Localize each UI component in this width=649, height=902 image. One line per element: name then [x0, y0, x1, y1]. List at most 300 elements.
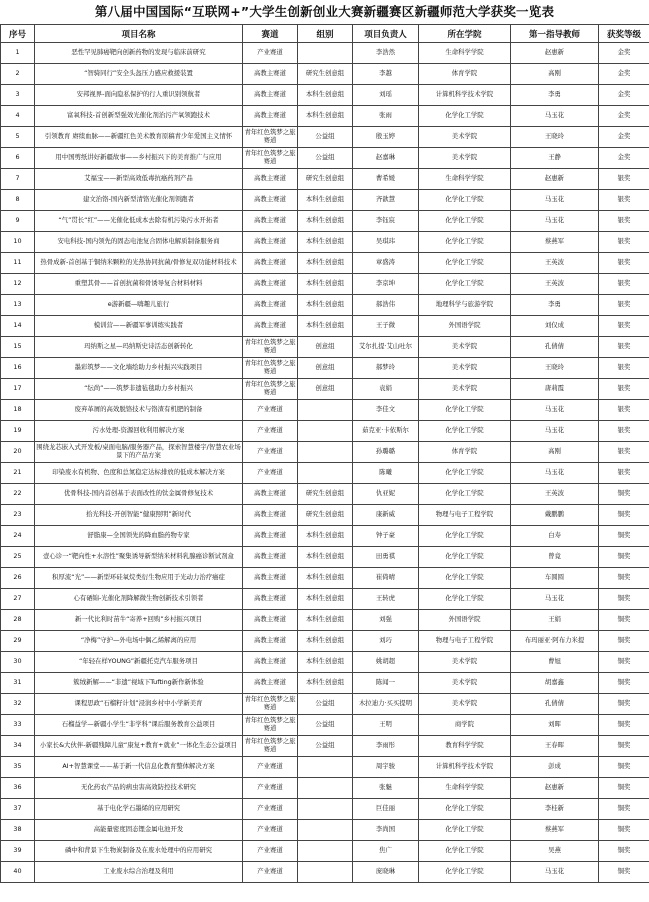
- table-row: [1, 190, 649, 211]
- college: 物理与电子工程学院: [419, 631, 511, 652]
- table-row: [1, 148, 649, 169]
- track: 高教主赛道: [243, 568, 298, 589]
- advisor: 马玉花: [511, 421, 599, 442]
- college: 化学化工学院: [419, 547, 511, 568]
- group: 研究生创意组: [298, 64, 353, 85]
- project-name: 基于电化学石墨烯的应用研究: [35, 799, 243, 820]
- group: 创意组: [298, 337, 353, 358]
- table-row: [1, 778, 649, 799]
- table-row: [1, 127, 649, 148]
- leader: 巨佳丽: [353, 799, 419, 820]
- leader: 李雨彤: [353, 736, 419, 757]
- college: 化学化工学院: [419, 568, 511, 589]
- leader: 李浩然: [353, 43, 419, 64]
- college: 计算机科学技术学院: [419, 757, 511, 778]
- project-name: 用中国剪纸讲好新疆故事——乡村振兴下的美育推广与应用: [35, 148, 243, 169]
- leader: 赵嘉琳: [353, 148, 419, 169]
- table-row: [1, 841, 649, 862]
- track: 高教主赛道: [243, 190, 298, 211]
- table-row: [1, 211, 649, 232]
- track: 产业赛道: [243, 421, 298, 442]
- track: 高教主赛道: [243, 484, 298, 505]
- table-row: [1, 442, 649, 463]
- leader: 仇亚妮: [353, 484, 419, 505]
- table-row: [1, 694, 649, 715]
- group: 研究生创意组: [298, 169, 353, 190]
- award-level: 银奖: [599, 421, 649, 442]
- leader: 李京坤: [353, 274, 419, 295]
- group: 本科生创意组: [298, 274, 353, 295]
- group: 本科生创意组: [298, 610, 353, 631]
- track: 产业赛道: [243, 799, 298, 820]
- group: 公益组: [298, 148, 353, 169]
- award-level: 铜奖: [599, 694, 649, 715]
- row-index: 12: [1, 274, 35, 295]
- leader: 王子微: [353, 316, 419, 337]
- award-level: 银奖: [599, 274, 649, 295]
- college: 体育学院: [419, 64, 511, 85]
- leader: 郝梦玲: [353, 358, 419, 379]
- table-row: [1, 43, 649, 64]
- college: 美术学院: [419, 337, 511, 358]
- award-level: 铜奖: [599, 862, 649, 883]
- group: [298, 799, 353, 820]
- award-level: 银奖: [599, 316, 649, 337]
- group: 本科生创意组: [298, 526, 353, 547]
- leader: 木拉迪力·买买提明: [353, 694, 419, 715]
- leader: 李尚国: [353, 820, 419, 841]
- group: 公益组: [298, 694, 353, 715]
- award-level: 金奖: [599, 85, 649, 106]
- college: 美术学院: [419, 652, 511, 673]
- row-index: 18: [1, 400, 35, 421]
- table-row: [1, 64, 649, 85]
- group: 本科生创意组: [298, 232, 353, 253]
- table-row: [1, 295, 649, 316]
- group: 创意组: [298, 379, 353, 400]
- advisor: 布玛丽亚·阿布力米提: [511, 631, 599, 652]
- project-name: “净梅”守护—外电场中偶乙烯解离的应用: [35, 631, 243, 652]
- award-level: 银奖: [599, 358, 649, 379]
- leader: 焦广: [353, 841, 419, 862]
- table-row: [1, 568, 649, 589]
- group: 本科生创意组: [298, 316, 353, 337]
- group: [298, 421, 353, 442]
- header-college: 所在学院: [419, 25, 511, 43]
- row-index: 1: [1, 43, 35, 64]
- row-index: 6: [1, 148, 35, 169]
- project-name: 重塑其骨——首创抗菌和骨诱导复合材料材料: [35, 274, 243, 295]
- track: 高教主赛道: [243, 232, 298, 253]
- track: 青年红色筑梦之旅赛道: [243, 736, 298, 757]
- leader: 齐歆慧: [353, 190, 419, 211]
- award-level: 铜奖: [599, 799, 649, 820]
- row-index: 4: [1, 106, 35, 127]
- advisor: 高刚: [511, 442, 599, 463]
- row-index: 10: [1, 232, 35, 253]
- project-name: 恶性罕见肺癌靶向创新药物的发现与临床前研究: [35, 43, 243, 64]
- advisor: 车圆圆: [511, 568, 599, 589]
- leader: 艾尔扎提·艾山吐尔: [353, 337, 419, 358]
- group: 本科生创意组: [298, 85, 353, 106]
- group: 本科生创意组: [298, 295, 353, 316]
- award-level: 铜奖: [599, 547, 649, 568]
- track: 产业赛道: [243, 463, 298, 484]
- college: 化学化工学院: [419, 253, 511, 274]
- project-name: 废弃革屑的高效脱铬技术与铬渣有机肥的制备: [35, 400, 243, 421]
- group: [298, 862, 353, 883]
- row-index: 28: [1, 610, 35, 631]
- row-index: 8: [1, 190, 35, 211]
- project-name: “智骑同行”安全头盔压力感应救援装置: [35, 64, 243, 85]
- project-name: 富氧科技-首创新型强效光催化剂治污产氧领跑技术: [35, 106, 243, 127]
- track: 产业赛道: [243, 400, 298, 421]
- project-name: 小家长&大伙伴-新疆残障儿童“康复+教育+就业”一体化生态公益项目: [35, 736, 243, 757]
- table-row: [1, 715, 649, 736]
- advisor: 白寿: [511, 526, 599, 547]
- table-row: [1, 736, 649, 757]
- leader: 章盛涛: [353, 253, 419, 274]
- group: [298, 400, 353, 421]
- table-row: [1, 799, 649, 820]
- track: 高教主赛道: [243, 316, 298, 337]
- table-row: [1, 106, 649, 127]
- row-index: 39: [1, 841, 35, 862]
- track: 青年红色筑梦之旅赛道: [243, 715, 298, 736]
- advisor: 赵惠新: [511, 43, 599, 64]
- table-row: [1, 484, 649, 505]
- group: [298, 43, 353, 64]
- track: 高教主赛道: [243, 274, 298, 295]
- row-index: 40: [1, 862, 35, 883]
- college: 生命科学学院: [419, 43, 511, 64]
- track: 高教主赛道: [243, 610, 298, 631]
- advisor: 高刚: [511, 64, 599, 85]
- project-name: 工业废水综合治理及利用: [35, 862, 243, 883]
- group: 公益组: [298, 736, 353, 757]
- table-row: [1, 421, 649, 442]
- college: 生命科学学院: [419, 778, 511, 799]
- track: 高教主赛道: [243, 652, 298, 673]
- row-index: 35: [1, 757, 35, 778]
- track: 青年红色筑梦之旅赛道: [243, 694, 298, 715]
- table-row: [1, 631, 649, 652]
- college: 化学化工学院: [419, 421, 511, 442]
- leader: 郝浩伟: [353, 295, 419, 316]
- advisor: 李勇: [511, 295, 599, 316]
- college: 化学化工学院: [419, 799, 511, 820]
- leader: 陈闻一: [353, 673, 419, 694]
- leader: 张雨: [353, 106, 419, 127]
- college: 生命科学学院: [419, 169, 511, 190]
- advisor: 吴燕: [511, 841, 599, 862]
- group: 本科生创意组: [298, 568, 353, 589]
- group: [298, 757, 353, 778]
- college: 化学化工学院: [419, 190, 511, 211]
- table-row: [1, 463, 649, 484]
- project-name: 磷中和背景下生物炭制备及在废水处理中的应用研究: [35, 841, 243, 862]
- leader: 刘强: [353, 610, 419, 631]
- group: 本科生创意组: [298, 253, 353, 274]
- row-index: 2: [1, 64, 35, 85]
- award-level: 银奖: [599, 295, 649, 316]
- college: 化学化工学院: [419, 274, 511, 295]
- table-row: [1, 169, 649, 190]
- project-name: 心有硒锦-光催化剂降解微生物创新技术引领者: [35, 589, 243, 610]
- track: 青年红色筑梦之旅赛道: [243, 337, 298, 358]
- row-index: 34: [1, 736, 35, 757]
- award-level: 金奖: [599, 43, 649, 64]
- award-level: 银奖: [599, 190, 649, 211]
- college: 化学化工学院: [419, 589, 511, 610]
- table-row: [1, 526, 649, 547]
- advisor: 王晓玲: [511, 358, 599, 379]
- header-track: 赛道: [243, 25, 298, 43]
- award-level: 铜奖: [599, 757, 649, 778]
- track: 青年红色筑梦之旅赛道: [243, 148, 298, 169]
- college: 美术学院: [419, 148, 511, 169]
- table-row: [1, 316, 649, 337]
- award-level: 铜奖: [599, 715, 649, 736]
- row-index: 27: [1, 589, 35, 610]
- row-index: 11: [1, 253, 35, 274]
- award-level: 铜奖: [599, 505, 649, 526]
- project-name: 安邦视界-面向隐私保护的行人重识别领航者: [35, 85, 243, 106]
- header-award: 获奖等级: [599, 25, 649, 43]
- track: 高教主赛道: [243, 211, 298, 232]
- project-name: 壹心诊一“靶向性+水溶性”聚集诱导新型纳米材料乳腺癌诊断试剂盒: [35, 547, 243, 568]
- row-index: 25: [1, 547, 35, 568]
- award-level: 铜奖: [599, 736, 649, 757]
- project-name: 高能量密度固态锂金属电池开发: [35, 820, 243, 841]
- award-level: 银奖: [599, 442, 649, 463]
- advisor: 戴鹏鹏: [511, 505, 599, 526]
- college: 美术学院: [419, 379, 511, 400]
- group: 本科生创意组: [298, 547, 353, 568]
- college: 化学化工学院: [419, 232, 511, 253]
- project-name: 石榴益学—新疆小学生“非学科”课后服务教育公益项目: [35, 715, 243, 736]
- track: 产业赛道: [243, 43, 298, 64]
- track: 高教主赛道: [243, 526, 298, 547]
- leader: 孙璐璐: [353, 442, 419, 463]
- college: 化学化工学院: [419, 484, 511, 505]
- track: 高教主赛道: [243, 547, 298, 568]
- college: 化学化工学院: [419, 106, 511, 127]
- award-level: 银奖: [599, 400, 649, 421]
- advisor: 王英波: [511, 274, 599, 295]
- award-level: 银奖: [599, 379, 649, 400]
- track: 产业赛道: [243, 862, 298, 883]
- award-level: 铜奖: [599, 673, 649, 694]
- row-index: 37: [1, 799, 35, 820]
- group: 本科生创意组: [298, 190, 353, 211]
- award-level: 银奖: [599, 253, 649, 274]
- group: 本科生创意组: [298, 652, 353, 673]
- leader: 刘瑶: [353, 85, 419, 106]
- college: 体育学院: [419, 442, 511, 463]
- project-name: 印染废水有机物、色度和总氮稳定达标排放的低成本解决方案: [35, 463, 243, 484]
- advisor: 马玉花: [511, 463, 599, 484]
- award-level: 银奖: [599, 211, 649, 232]
- header-index: 序号: [1, 25, 35, 43]
- college: 化学化工学院: [419, 463, 511, 484]
- advisor: 孔倩倩: [511, 337, 599, 358]
- college: 外国语学院: [419, 316, 511, 337]
- leader: 姚胡超: [353, 652, 419, 673]
- award-level: 银奖: [599, 463, 649, 484]
- project-name: 课程思政“石榴籽计划”浸润乡村中小学新美育: [35, 694, 243, 715]
- row-index: 29: [1, 631, 35, 652]
- advisor: 胡嘉鑫: [511, 673, 599, 694]
- track: 高教主赛道: [243, 673, 298, 694]
- group: 本科生创意组: [298, 106, 353, 127]
- group: [298, 820, 353, 841]
- table-row: [1, 820, 649, 841]
- project-name: 新一代比利时苗牛“寄养+回购”乡村振兴项目: [35, 610, 243, 631]
- project-name: “气”贯长“红”——光催化低成本去除有机污染污水开拓者: [35, 211, 243, 232]
- group: 公益组: [298, 127, 353, 148]
- advisor: 马玉花: [511, 106, 599, 127]
- track: 产业赛道: [243, 820, 298, 841]
- track: 高教主赛道: [243, 295, 298, 316]
- table-row: [1, 757, 649, 778]
- advisor: 王英波: [511, 253, 599, 274]
- advisor: 李勇: [511, 85, 599, 106]
- advisor: 马玉花: [511, 862, 599, 883]
- group: 研究生创意组: [298, 484, 353, 505]
- table-row: [1, 253, 649, 274]
- row-index: 36: [1, 778, 35, 799]
- leader: 王转虎: [353, 589, 419, 610]
- row-index: 33: [1, 715, 35, 736]
- row-index: 26: [1, 568, 35, 589]
- advisor: 曹旭: [511, 652, 599, 673]
- advisor: 李桂新: [511, 799, 599, 820]
- award-level: 铜奖: [599, 652, 649, 673]
- track: 高教主赛道: [243, 169, 298, 190]
- leader: 殷玉婷: [353, 127, 419, 148]
- college: 美术学院: [419, 358, 511, 379]
- track: 高教主赛道: [243, 589, 298, 610]
- award-level: 铜奖: [599, 820, 649, 841]
- project-name: 污水处理-资源回收利用解决方案: [35, 421, 243, 442]
- group: 本科生创意组: [298, 211, 353, 232]
- row-index: 5: [1, 127, 35, 148]
- table-row: [1, 358, 649, 379]
- award-level: 铜奖: [599, 526, 649, 547]
- row-index: 32: [1, 694, 35, 715]
- table-header-row: [1, 25, 649, 43]
- header-group: 组别: [298, 25, 353, 43]
- advisor: 王春晖: [511, 736, 599, 757]
- college: 美术学院: [419, 673, 511, 694]
- row-index: 23: [1, 505, 35, 526]
- project-name: “年轻在样YOUNG”新疆托克汽车服务项目: [35, 652, 243, 673]
- award-level: 铜奖: [599, 610, 649, 631]
- group: 本科生创意组: [298, 631, 353, 652]
- table-body: [1, 43, 649, 883]
- college: 化学化工学院: [419, 820, 511, 841]
- group: [298, 463, 353, 484]
- advisor: 马玉花: [511, 190, 599, 211]
- project-name: AI+智慧课堂——基于新一代信息化教育整体解决方案: [35, 757, 243, 778]
- leader: 李钰宸: [353, 211, 419, 232]
- award-level: 金奖: [599, 148, 649, 169]
- college: 计算机科学技术学院: [419, 85, 511, 106]
- track: 产业赛道: [243, 757, 298, 778]
- advisor: 蔡燕军: [511, 232, 599, 253]
- advisor: 蔡燕军: [511, 820, 599, 841]
- table-row: [1, 673, 649, 694]
- award-level: 铜奖: [599, 568, 649, 589]
- leader: 陈曦: [353, 463, 419, 484]
- award-level: 银奖: [599, 232, 649, 253]
- college: 教育科学学院: [419, 736, 511, 757]
- track: 产业赛道: [243, 442, 298, 463]
- advisor: 王娟: [511, 610, 599, 631]
- track: 高教主赛道: [243, 64, 298, 85]
- college: 美术学院: [419, 694, 511, 715]
- track: 高教主赛道: [243, 505, 298, 526]
- advisor: 孔倩倩: [511, 694, 599, 715]
- award-level: 铜奖: [599, 778, 649, 799]
- leader: 李佳文: [353, 400, 419, 421]
- award-level: 铜奖: [599, 841, 649, 862]
- advisor: 唐莉霞: [511, 379, 599, 400]
- advisor: 马玉花: [511, 211, 599, 232]
- leader: 钟子豪: [353, 526, 419, 547]
- advisor: 刘仅成: [511, 316, 599, 337]
- track: 产业赛道: [243, 841, 298, 862]
- college: 化学化工学院: [419, 400, 511, 421]
- project-name: 簇绒新解——“非遗”视域下Tufting新作新体验: [35, 673, 243, 694]
- project-name: “纭尚”——筑梦非遗毡毯助力乡村振兴: [35, 379, 243, 400]
- project-name: 积厚流“光”——新型环硅氧烷类衍生物应用于光动力治疗癌症: [35, 568, 243, 589]
- college: 外国语学院: [419, 610, 511, 631]
- leader: 吴琪玮: [353, 232, 419, 253]
- project-name: 舒脂康—全国领先的降血脂药物专家: [35, 526, 243, 547]
- leader: 王明: [353, 715, 419, 736]
- award-level: 银奖: [599, 337, 649, 358]
- page-title: 第八届中国国际“互联网+”大学生创新创业大赛新疆赛区新疆师范大学获奖一览表: [94, 4, 555, 19]
- award-level: 金奖: [599, 64, 649, 85]
- college: 化学化工学院: [419, 862, 511, 883]
- row-index: 13: [1, 295, 35, 316]
- advisor: 王晓玲: [511, 127, 599, 148]
- track: 高教主赛道: [243, 106, 298, 127]
- row-index: 9: [1, 211, 35, 232]
- track: 高教主赛道: [243, 85, 298, 106]
- group: 公益组: [298, 715, 353, 736]
- group: 本科生创意组: [298, 673, 353, 694]
- leader: 庞晓琳: [353, 862, 419, 883]
- project-name: 艾福宝——新型高效低毒抗癌药剂产品: [35, 169, 243, 190]
- header-advisor: 第一指导教师: [511, 25, 599, 43]
- advisor: 赵惠新: [511, 778, 599, 799]
- advisor: 王静: [511, 148, 599, 169]
- track: 青年红色筑梦之旅赛道: [243, 379, 298, 400]
- group: [298, 442, 353, 463]
- row-index: 19: [1, 421, 35, 442]
- group: 本科生创意组: [298, 589, 353, 610]
- table-row: [1, 85, 649, 106]
- table-row: [1, 232, 649, 253]
- table-row: [1, 610, 649, 631]
- row-index: 21: [1, 463, 35, 484]
- track: 青年红色筑梦之旅赛道: [243, 127, 298, 148]
- advisor: 彭成: [511, 757, 599, 778]
- row-index: 22: [1, 484, 35, 505]
